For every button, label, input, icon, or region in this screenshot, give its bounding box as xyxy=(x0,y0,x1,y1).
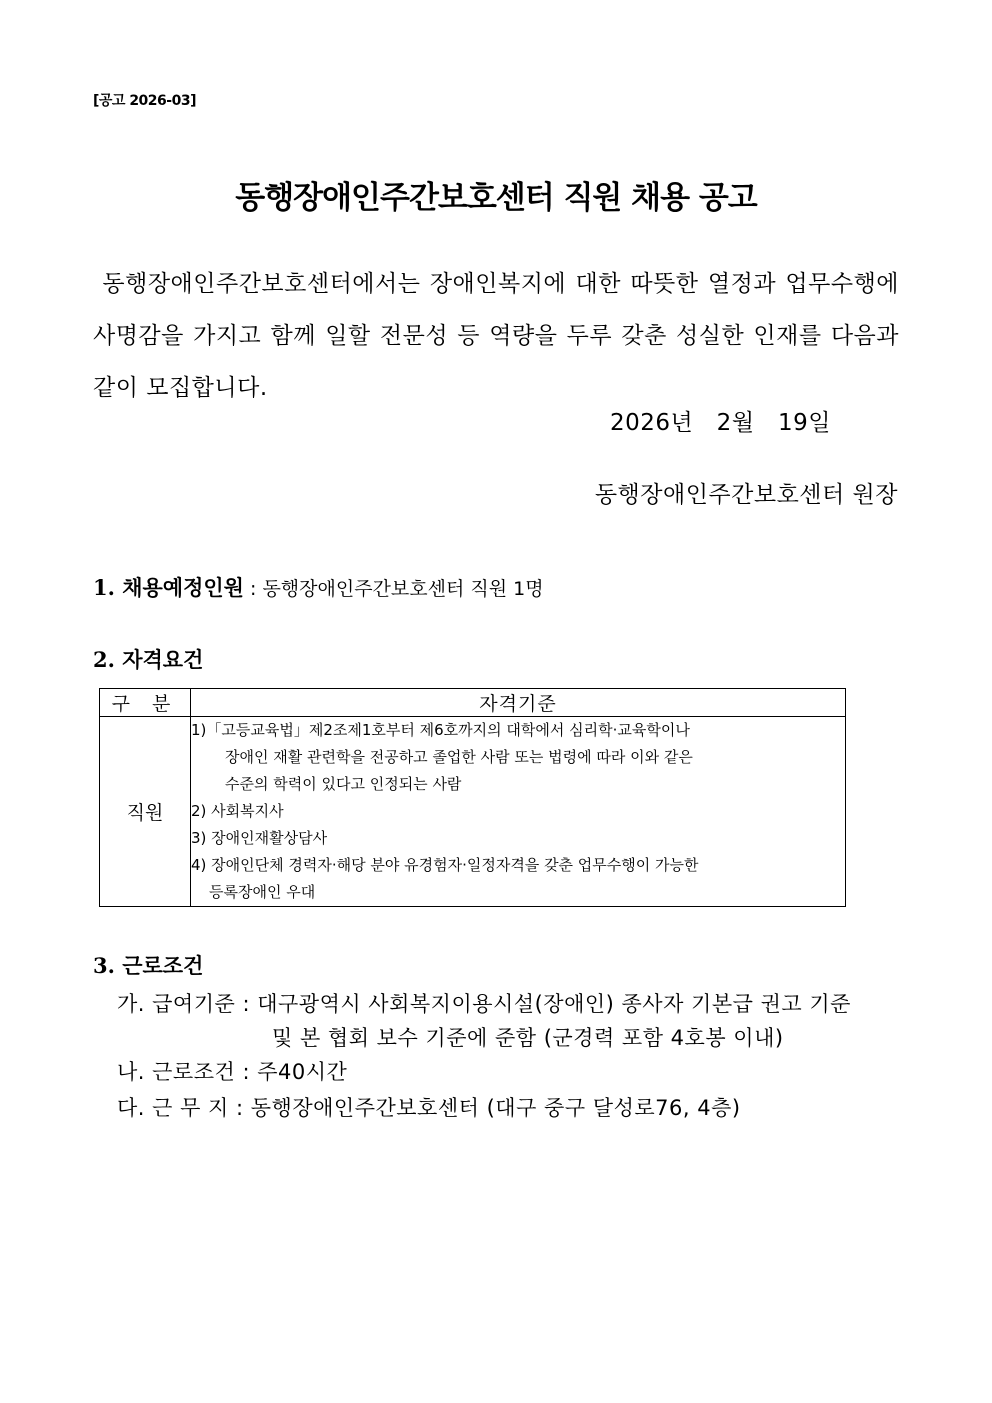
work-location: 다. 근 무 지 : 동행장애인주간보호센터 (대구 중구 달성로76, 4층) xyxy=(117,1096,741,1120)
criteria-line: 1)「고등교육법」제2조제1호부터 제6호까지의 대학에서 심리학·교육학이나 xyxy=(191,721,690,739)
page-title: 동행장애인주간보호센터 직원 채용 공고 xyxy=(235,180,757,216)
table-row xyxy=(100,717,846,907)
header-category: 구 분 xyxy=(100,689,191,717)
header-criteria: 자격기준 xyxy=(191,689,846,717)
section-recruit-count xyxy=(93,572,544,602)
notice-date: 2026년 2월 19일 xyxy=(610,410,831,436)
criteria-line: 장애인 재활 관련학을 전공하고 졸업한 사람 또는 법령에 따라 이와 같은 xyxy=(225,748,693,766)
recruit-count-value: 동행장애인주간보호센터 직원 1명 xyxy=(262,578,544,600)
section-working-conditions-heading: 3. 근로조건 xyxy=(93,953,204,978)
role-cell: 직원 xyxy=(100,717,191,907)
signer: 동행장애인주간보호센터 원장 xyxy=(594,482,898,508)
section-qualification-heading: 2. 자격요건 xyxy=(93,647,204,672)
intro-paragraph xyxy=(93,258,899,414)
criteria-cell xyxy=(191,717,846,907)
criteria-line: 2) 사회복지사 xyxy=(191,802,284,820)
criteria-line: 등록장애인 우대 xyxy=(209,883,316,901)
criteria-line: 4) 장애인단체 경력자·해당 분야 유경험자·일정자격을 갖춘 업무수행이 가능한 xyxy=(191,856,699,874)
section-heading: 1. 채용예정인원 xyxy=(93,575,244,600)
notice-number: [공고 2026-03] xyxy=(93,93,196,109)
table-header-row xyxy=(100,689,846,717)
salary-standard-continued: 및 본 협회 보수 기준에 준함 (군경력 포함 4호봉 이내) xyxy=(272,1026,784,1050)
salary-standard: 가. 급여기준 : 대구광역시 사회복지이용시설(장애인) 종사자 기본급 권고 기준 xyxy=(117,992,851,1016)
criteria-line: 수준의 학력이 있다고 인정되는 사람 xyxy=(225,775,462,793)
intro-text: 동행장애인주간보호센터에서는 장애인복지에 대한 따뜻한 열정과 업무수행에 사명감을 가지고 함께 일할 전문성 등 역량을 두루 갖춘 성실한 인재를 다음과 같이 모집합니다. xyxy=(93,271,900,401)
separator: : xyxy=(243,578,263,600)
qualification-table xyxy=(99,688,846,907)
working-hours: 나. 근로조건 : 주40시간 xyxy=(117,1060,348,1084)
criteria-line: 3) 장애인재활상담사 xyxy=(191,829,328,847)
